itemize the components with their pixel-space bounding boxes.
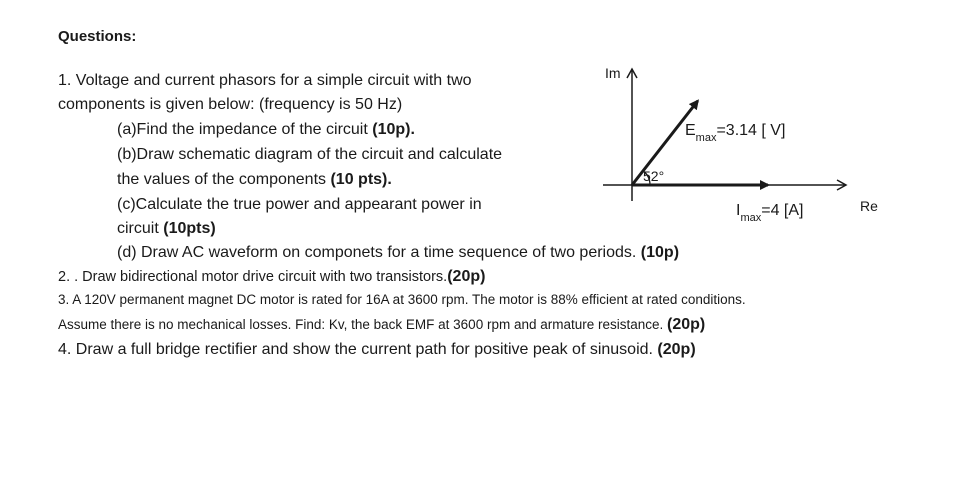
current-label — [736, 202, 803, 224]
q1-part-a-text: (a)Find the impedance of the circuit — [117, 121, 373, 138]
q1-line-2: components is given below: (frequency is 50 Hz) — [58, 96, 403, 113]
q2-text — [58, 268, 485, 286]
q1-part-d — [117, 244, 679, 262]
q2-body: 2. . Draw bidirectional motor drive circuit with two transistors. — [58, 269, 448, 285]
q3-points: (20p) — [667, 316, 706, 333]
q1-part-b-line-1: (b)Draw schematic diagram of the circuit and calculate — [117, 146, 503, 163]
phasor-diagram — [590, 55, 890, 235]
angle-label: 52° — [643, 168, 665, 184]
q1-part-b-text: the values of the components — [117, 171, 331, 188]
q1-part-c-text: circuit — [117, 220, 164, 237]
q3-body: Assume there is no mechanical losses. Find: Kv, the back EMF at 3600 rpm and armature resistance. — [58, 317, 668, 332]
q1-part-a — [117, 121, 415, 139]
q3-line-1: 3. A 120V permanent magnet DC motor is rated for 16A at 3600 rpm. The motor is 88% efficient at rated conditions. — [58, 292, 746, 307]
q1-part-b-line-2 — [117, 171, 392, 189]
q1-part-b-points: (10 pts). — [330, 171, 392, 188]
q1-line-1: 1. Voltage and current phasors for a simple circuit with two — [58, 72, 472, 89]
page-title: Questions: — [58, 28, 137, 45]
voltage-label-value: =3.14 [ V] — [716, 122, 786, 139]
q1-part-c-line-1: (c)Calculate the true power and appearant power in — [117, 196, 482, 213]
current-label-letter: I — [736, 202, 741, 219]
q1-part-c-points: (10pts) — [163, 220, 216, 237]
q1-part-a-points: (10p). — [372, 121, 415, 138]
q3-line-2 — [58, 316, 705, 334]
q1-part-d-text: (d) Draw AC waveform on componets for a time sequence of two periods. — [117, 244, 641, 261]
q1-part-c-line-2 — [117, 220, 216, 238]
imaginary-axis-label: Im — [605, 65, 621, 81]
q4-body: 4. Draw a full bridge rectifier and show the current path for positive peak of sinusoid. — [58, 341, 658, 358]
voltage-label — [685, 122, 785, 144]
current-label-value: =4 [A] — [761, 202, 804, 219]
current-label-subscript: max — [740, 212, 762, 224]
real-axis-label: Re — [860, 198, 878, 214]
voltage-label-letter: E — [685, 122, 696, 139]
q2-points: (20p) — [447, 268, 486, 285]
q1-part-d-points: (10p) — [640, 244, 680, 261]
voltage-label-subscript: max — [695, 132, 717, 144]
q4-points: (20p) — [657, 341, 696, 358]
q4-text — [58, 341, 696, 359]
voltage-phasor-arrow — [632, 101, 698, 185]
